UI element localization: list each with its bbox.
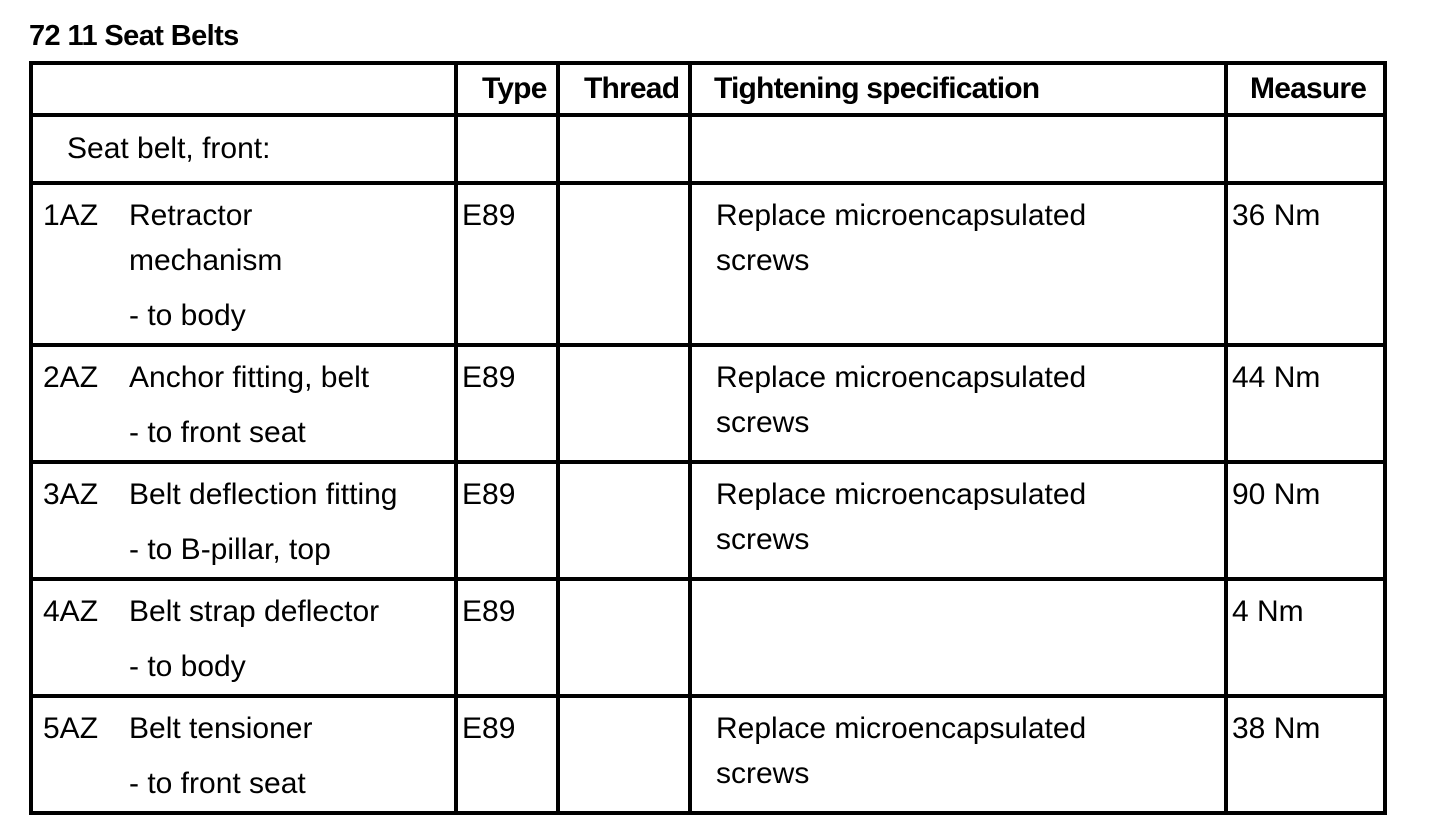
empty-cell xyxy=(690,115,1226,183)
spec-cell: Replace microencapsulated screws xyxy=(690,183,1226,345)
type-cell: E89 xyxy=(456,345,558,462)
part-cell xyxy=(31,462,456,579)
part-description: Retractor mechanism xyxy=(129,199,283,277)
part-code: 4AZ xyxy=(43,595,99,628)
part-cell xyxy=(31,696,456,813)
thread-cell xyxy=(558,345,690,462)
table-row xyxy=(31,696,1385,813)
column-header-thread: Thread xyxy=(558,63,690,115)
torque-spec-table xyxy=(29,61,1387,815)
type-cell: E89 xyxy=(456,462,558,579)
part-location: - to body xyxy=(129,299,246,332)
thread-cell xyxy=(558,579,690,696)
thread-cell xyxy=(558,696,690,813)
part-cell xyxy=(31,579,456,696)
part-description: Belt deflection fitting xyxy=(129,478,398,511)
part-location: - to B-pillar, top xyxy=(129,533,331,566)
section-label: Seat belt, front: xyxy=(31,115,456,183)
thread-cell xyxy=(558,183,690,345)
type-cell: E89 xyxy=(456,183,558,345)
spec-cell xyxy=(690,579,1226,696)
type-cell: E89 xyxy=(456,579,558,696)
part-code: 3AZ xyxy=(43,478,99,511)
measure-cell: 36 Nm xyxy=(1226,183,1385,345)
measure-cell: 44 Nm xyxy=(1226,345,1385,462)
part-code: 2AZ xyxy=(43,361,99,394)
section-row xyxy=(31,115,1385,183)
part-cell xyxy=(31,183,456,345)
part-location: - to body xyxy=(129,650,246,683)
type-cell: E89 xyxy=(456,696,558,813)
part-code: 1AZ xyxy=(43,199,99,232)
part-description: Anchor fitting, belt xyxy=(129,361,370,394)
page-title: 72 11 Seat Belts xyxy=(29,20,239,52)
table-row xyxy=(31,462,1385,579)
part-location: - to front seat xyxy=(129,767,306,800)
part-cell xyxy=(31,345,456,462)
part-location: - to front seat xyxy=(129,416,306,449)
part-description: Belt strap deflector xyxy=(129,595,380,628)
table-row xyxy=(31,183,1385,345)
table-header-row xyxy=(31,63,1385,115)
column-header-spec: Tightening specification xyxy=(690,63,1226,115)
measure-cell: 90 Nm xyxy=(1226,462,1385,579)
part-code: 5AZ xyxy=(43,712,99,745)
table-row xyxy=(31,345,1385,462)
measure-cell: 38 Nm xyxy=(1226,696,1385,813)
column-header-type: Type xyxy=(456,63,558,115)
spec-cell: Replace microencapsulated screws xyxy=(690,696,1226,813)
thread-cell xyxy=(558,462,690,579)
measure-cell: 4 Nm xyxy=(1226,579,1385,696)
part-description: Belt tensioner xyxy=(129,712,313,745)
empty-cell xyxy=(1226,115,1385,183)
empty-cell xyxy=(558,115,690,183)
column-header-part xyxy=(31,63,456,115)
column-header-measure: Measure xyxy=(1226,63,1385,115)
empty-cell xyxy=(456,115,558,183)
table-row xyxy=(31,579,1385,696)
spec-cell: Replace microencapsulated screws xyxy=(690,462,1226,579)
spec-cell: Replace microencapsulated screws xyxy=(690,345,1226,462)
